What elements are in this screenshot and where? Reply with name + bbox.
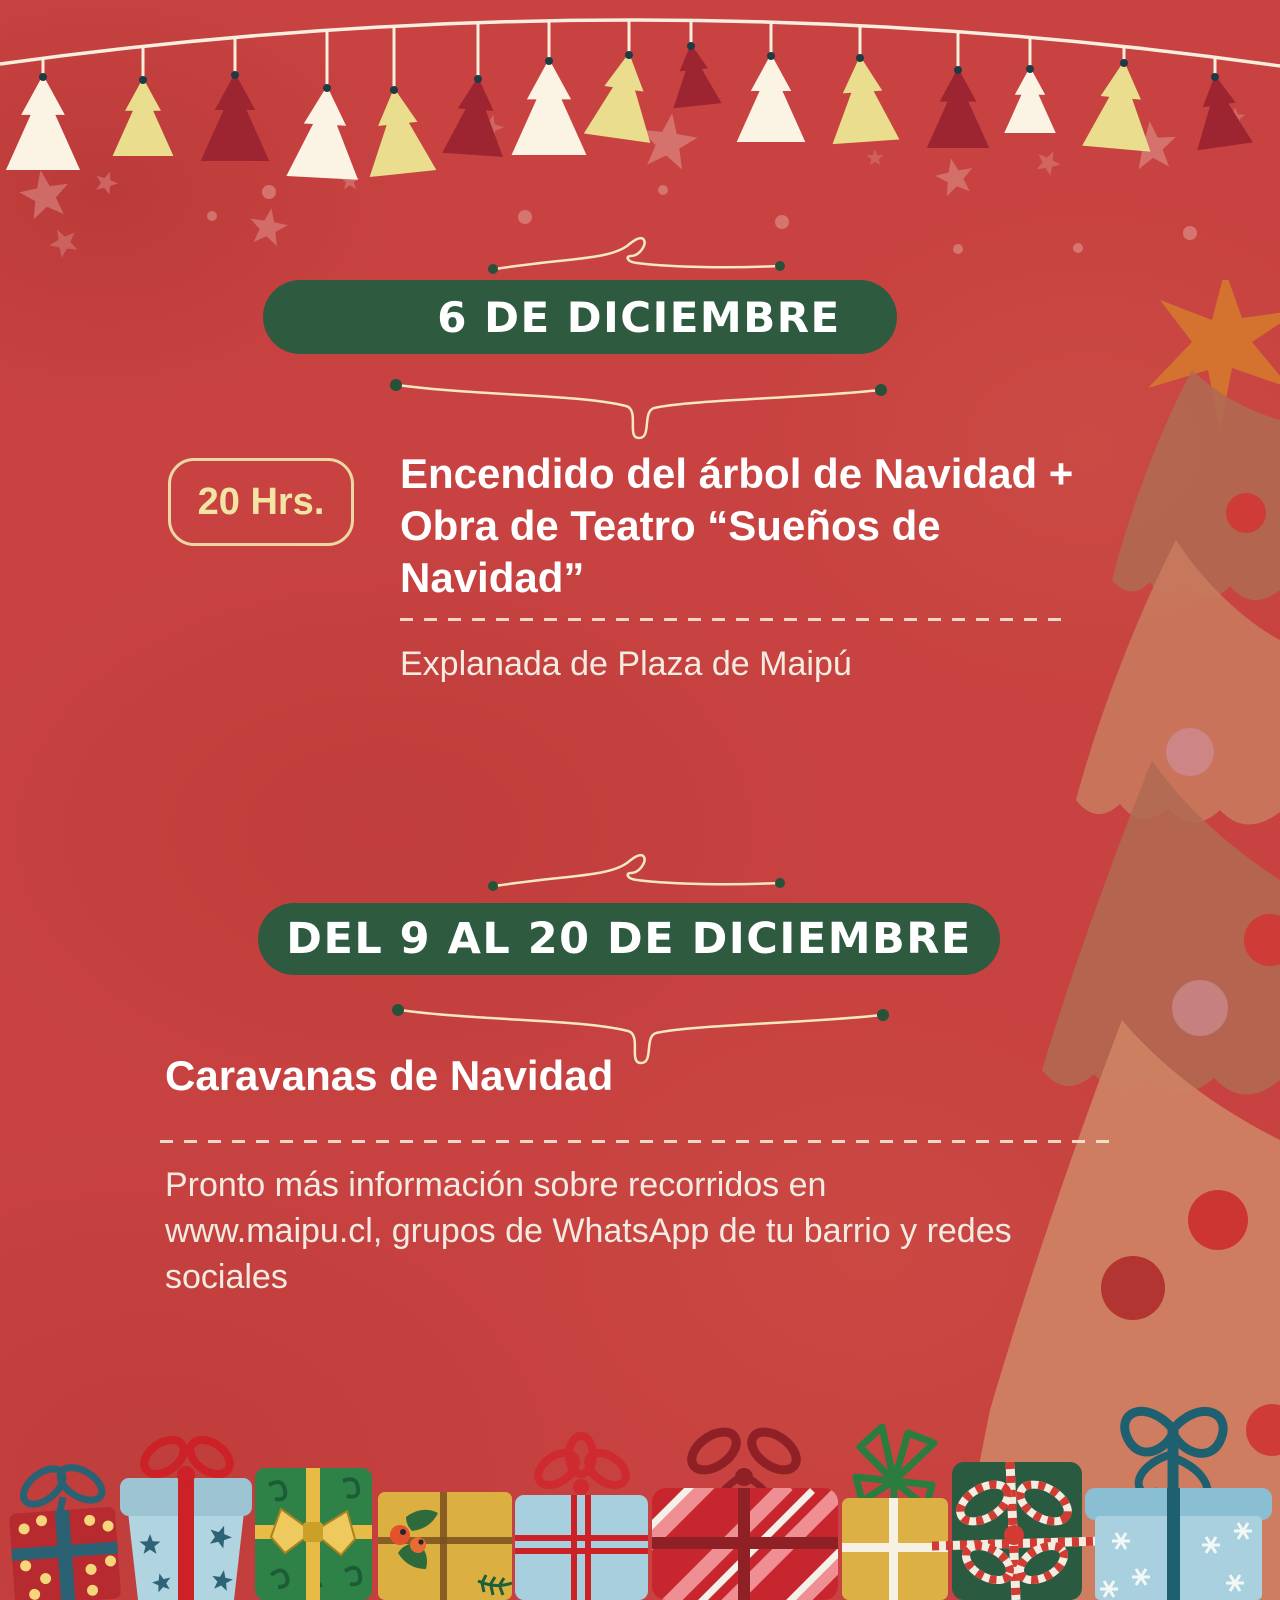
gift-red-polkadot-icon (6, 1458, 122, 1600)
time-badge-label: 20 Hrs. (197, 480, 325, 523)
event-2-title: Caravanas de Navidad (165, 1052, 614, 1099)
flourish-top-2 (487, 849, 787, 897)
flourish-bottom-1 (388, 372, 888, 444)
flourish-top-1 (487, 232, 787, 280)
dashed-divider-1 (400, 618, 1072, 621)
event-1-title: Encendido del árbol de Navidad + Obra de Teatro “Sueños de Navidad” (400, 450, 1074, 601)
christmas-tree-garland (0, 0, 1280, 240)
time-badge (168, 458, 354, 546)
gift-green-swirls-icon (255, 1468, 372, 1600)
date-badge-label: DEL 9 AL 20 DE DICIEMBRE (286, 914, 972, 964)
event-1-location: Explanada de Plaza de Maipú (400, 645, 852, 683)
date-badge-label: 6 DE DICIEMBRE (437, 292, 841, 342)
gift-blue-stars-icon (120, 1433, 252, 1600)
dashed-divider-2 (160, 1140, 1115, 1143)
event-2-description: Pronto más información sobre recorridos en www.maipu.cl, grupos de WhatsApp de tu barrio y redes sociales (165, 1166, 1012, 1296)
gift-blue-red-ribbon-icon (515, 1436, 648, 1600)
date-badge-9-20-diciembre (258, 903, 1000, 975)
date-badge-6-diciembre (263, 280, 897, 354)
gift-gold-holly-icon (378, 1492, 512, 1600)
gift-blue-snowflakes-icon (1085, 1411, 1272, 1600)
garland-trees (6, 41, 1253, 179)
gift-green-candy-rope-icon (932, 1462, 1102, 1600)
gift-gold-green-bow-icon (842, 1427, 948, 1600)
gifts-row (0, 1385, 1280, 1600)
